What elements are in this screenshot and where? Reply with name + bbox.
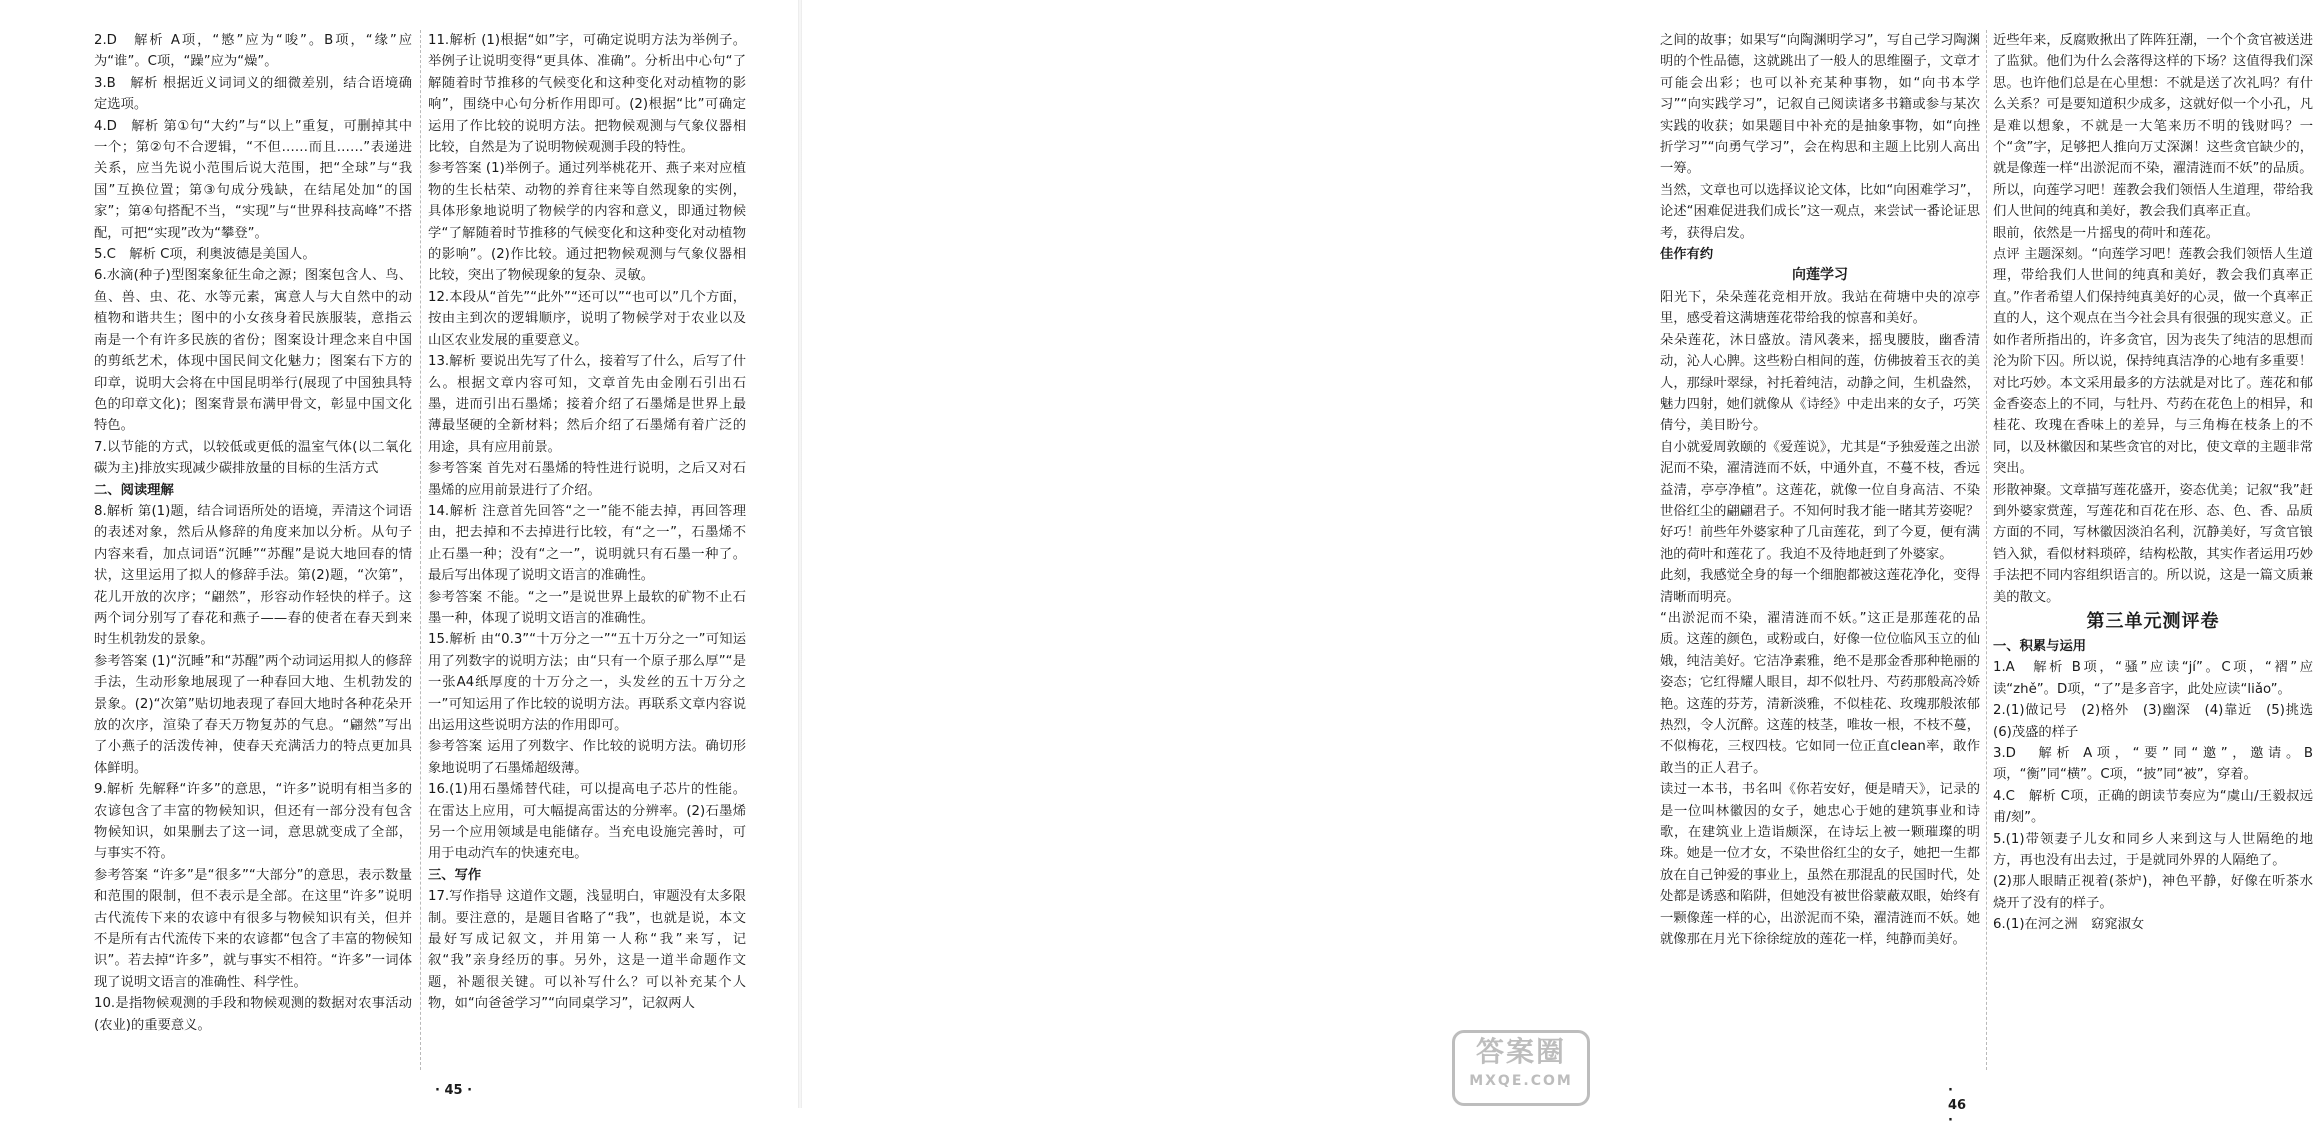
answer-item: 4.C 解析 C项，正确的朗读节奏应为“虞山/王毅叔远甫/刻”。 [1993, 788, 2313, 826]
answer-item: 5.C 解析 C项，利奥波德是美国人。 [94, 247, 316, 263]
answer-item: 4.D 解析 第①句“大约”与“以上”重复，可删掉其中一个；第②句不合逻辑，“不但……而且……”表递进关系，应当先说小范围后说大范围，把“全球”与“我国”互换位置；第③句成分残缺，在结尾处加“的国家”；第④句搭配不当，“实现”与“世界科技高峰”不搭配，可把“实现”改为“攀登”。 [94, 118, 412, 241]
answer-item: 参考答案 运用了列数字、作比较的说明方法。确切形象地说明了石墨烯超级薄。 [428, 739, 746, 776]
answer-item: 参考答案 (1)“沉睡”和“苏醒”两个动词运用拟人的修辞手法，生动形象地展现了一种春回大地、生机勃发的景象。(2)“次第”贴切地表现了春回大地时各种花朵开放的次序，渲染了春天万物复苏的气息。“翩然”写出了小燕子的活泼传神，使春天充满活力的特点更加具体鲜明。 [94, 653, 412, 776]
right-page-column-2 [1993, 30, 2313, 1075]
answer-item: 3.D 解析 A项，“要”同“邀”，邀请。B项，“衡”同“横”。C项，“披”同“被”，穿着。 [1993, 746, 2313, 783]
answer-item: 13.解析 要说出先写了什么，接着写了什么，后写了什么。根据文章内容可知，文章首先由金刚石引出石墨，进而引出石墨烯；接着介绍了石墨烯是世界上最薄最坚硬的全新材料；然后介绍了石墨烯有着广泛的用途，具有应用前景。 [428, 354, 746, 455]
essay-paragraph: 朵朵莲花，沐日盛放。清风袭来，摇曳腰肢，幽香清动，沁人心脾。这些粉白相间的莲，仿佛披着玉衣的美人，那绿叶翠绿，衬托着纯洁，动静之间，生机盎然，魅力四射，她们就像从《诗经》中走出来的女子，巧笑倩兮，美目盼兮。 [1660, 332, 1980, 434]
left-page [0, 0, 800, 1108]
essay-paragraph: 眼前，依然是一片摇曳的荷叶和莲花。 [1993, 225, 2220, 241]
page-number: · 45 · [435, 1083, 473, 1098]
answer-item: 9.解析 先解释“许多”的意思，“许多”说明有相当多的农谚包含了丰富的物候知识，但还有一部分没有包含物候知识，如果删去了这一词，意思就变成了全部，与事实不符。 [94, 782, 412, 862]
essay-paragraph: 自小就爱周敦颐的《爱莲说》，尤其是“予独爱莲之出淤泥而不染，濯清涟而不妖，中通外直，不蔓不枝，香远益清，亭亭净植”。这莲花，就像一位自身高洁、不染世俗红尘的翩翩君子。不知何时我才能一睹其芳姿呢？ [1660, 439, 1980, 519]
page-number: · 46 · [1948, 1083, 1967, 1128]
left-page-column-1 [94, 30, 412, 1075]
commentary: 对比巧妙。本文采用最多的方法就是对比了。莲花和郁金香姿态上的不同，与牡丹、芍药在花色上的相异，和桂花、玫瑰在香味上的差异，与三角梅在枝条上的不同，以及林徽因和某些贪官的对比，使文章的主题非常突出。 [1993, 375, 2313, 477]
section-heading: 二、阅读理解 [94, 482, 174, 498]
answer-item: 12.本段从“首先”“此外”“还可以”“也可以”几个方面，按由主到次的逻辑顺序，说明了物候学对于农业以及山区农业发展的重要意义。 [428, 289, 746, 348]
right-page [800, 0, 2313, 1128]
answer-item: 10.是指物候观测的手段和物候观测的数据对农事活动(农业)的重要意义。 [94, 996, 412, 1033]
answer-item: 2.D 解析 A项，“慜”应为“唆”。B项，“缘”应为“谁”。C项，“躁”应为“燥”。 [94, 33, 412, 70]
essay-paragraph: 读过一本书，书名叫《你若安好，便是晴天》，记录的是一位叫林徽因的女子，她忠心于她的建筑事业和诗歌，在建筑业上造诣颇深，在诗坛上被一颗璀璨的明珠。她是一位才女，不染世俗红尘的女子，她把一生都放在自己钟爱的事业上，虽然在那混乱的民国时代，处处都是诱惑和陷阱，但她没有被世俗蒙蔽双眼，始终有一颗像莲一样的心，出淤泥而不染，濯清涟而不妖。她就像那在月光下徐徐绽放的莲花一样，纯静而美好。 [1660, 782, 1980, 948]
answer-item: 11.解析 (1)根据“如”字，可确定说明方法为举例子。举例子让说明变得“更具体、准确”。分析出中心句“了解随着时节推移的气候变化和这种变化对动植物的影响”，围绕中心句分析作用即可。(2)根据“比”可确定运用了作比较的说明方法。把物候观测与气象仪器相比较，自然是为了说明物候观测手段的特性。 [428, 33, 746, 156]
answer-item: 参考答案 “许多”是“很多”“大部分”的意思，表示数量和范围的限制，但不表示是全部。在这里“许多”说明古代流传下来的农谚中有很多与物候知识有关，但并不是所有古代流传下来的农谚都“包含了丰富的物候知识”。若去掉“许多”，就与事实不相符。“许多”一词体现了说明文语言的准确性、科学性。 [94, 867, 412, 990]
watermark-logo [1452, 1030, 1590, 1106]
essay-paragraph: 阳光下，朵朵莲花竞相开放。我站在荷塘中央的凉亭里，感受着这满塘莲花带给我的惊喜和美好。 [1660, 289, 1980, 327]
answer-item: 1.A 解析 B项，“骚”应读“jí”。C项，“褶”应读“zhě”。D项，“了”是多音字，此处应读“liǎo”。 [1993, 660, 2313, 697]
section-heading: 佳作有约 [1660, 247, 1714, 263]
watermark-text: 答案圈 [1475, 1035, 1566, 1068]
answer-item: 6.(1)在河之洲 窈窕淑女 [1993, 917, 2145, 933]
answer-item: 8.解析 第(1)题，结合词语所处的语境，弄清这个词语的表述对象，然后从修辞的角度来加以分析。从句子内容来看，加点词语“沉睡”“苏醒”是说大地回春的情状，这里运用了拟人的修辞手法。第(2)题，“次第”，花儿开放的次序；“翩然”，形容动作轻快的样子。这两个词分别写了春花和燕子——春的使者在春天到来时生机勃发的景象。 [94, 503, 412, 648]
answer-item: (2)那人眼睛正视着(茶炉)，神色平静，好像在听茶水烧开了没有的样子。 [1993, 874, 2313, 911]
commentary: 形散神聚。文章描写莲花盛开，姿态优美；记叙“我”赶到外婆家赏莲，写莲花和百花在形、态、色、香、品质方面的不同，写林徽因淡泊名利，沉静美好，写贪官锒铛入狱，看似材料琐碎，结构松散，其实作者运用巧妙手法把不同内容组织语言的。所以说，这是一篇文质兼美的散文。 [1993, 482, 2313, 605]
column-divider [1986, 30, 1987, 1070]
section-heading: 三、写作 [428, 867, 482, 883]
essay-paragraph: 近些年来，反腐败揪出了阵阵狂潮，一个个贪官被送进了监狱。他们为什么会落得这样的下场？这值得我们深思。也许他们总是在心里想：不就是送了次礼吗？有什么关系？可是要知道积少成多，这就好似一个小孔，凡是难以想象，不就是一大笔来历不明的钱财吗？一个“贪”字，足够把人推向万丈深渊！这些贪官缺少的，就是像莲一样“出淤泥而不染，濯清涟而不妖”的品质。 [1993, 33, 2313, 177]
essay-paragraph: 此刻，我感觉全身的每一个细胞都被这莲花净化，变得清晰而明亮。 [1660, 568, 1980, 605]
answer-item: 16.(1)用石墨烯替代硅，可以提高电子芯片的性能。在雷达上应用，可大幅提高雷达的分辨率。(2)石墨烯另一个应用领域是电能储存。当充电设施完善时，可用于电动汽车的快速充电。 [428, 782, 746, 862]
answer-item: 参考答案 不能。“之一”是说世界上最软的矿物不止石墨一种，体现了说明文语言的准确性。 [428, 589, 746, 626]
column-divider [420, 30, 421, 1070]
essay-title: 向莲学习 [1792, 267, 1848, 284]
answer-item: 6.水滴(种子)型图案象征生命之源；图案包含人、鸟、鱼、兽、虫、花、水等元素，寓意人与大自然中的动植物和谐共生；图中的小女孩身着民族服装，意指云南是一个有许多民族的省份；图案设计理念来自中国的剪纸艺术，体现中国民间文化魅力；图案右下方的印章，说明大会将在中国昆明举行(展现了中国独具特色的印章文化)；图案背景布满甲骨文，彰显中国文化特色。 [94, 268, 412, 434]
right-page-column-1 [1660, 30, 1980, 1075]
watermark-url: MXQE.COM [1469, 1073, 1573, 1089]
answer-item: 5.(1)带领妻子儿女和同乡人来到这与人世隔绝的地方，再也没有出去过，于是就同外界的人隔绝了。 [1993, 831, 2313, 869]
essay-paragraph: “出淤泥而不染，濯清涟而不妖。”这正是那莲花的品质。这莲的颜色，或粉或白，好像一位位临风玉立的仙娥，纯洁美好。它洁净素雅，绝不是那金香那种艳丽的姿态；它红得耀人眼目，却不似牡丹、芍药那般高冷娇艳。这莲的芬芳，清新淡雅，不似桂花、玫瑰那般浓郁热烈，令人沉醉。这莲的枝茎，唯妆一根，不枝不蔓，不似梅花，三杈四枝。它如同一位正直clean率，敢作敢当的正人君子。 [1660, 610, 1980, 776]
essay-paragraph: 所以，向莲学习吧！莲教会我们领悟人生道理，带给我们人世间的纯真和美好，教会我们真率正直。 [1993, 182, 2313, 220]
commentary: 点评 主题深刻。“向莲学习吧！莲教会我们领悟人生道理，带给我们人世间的纯真和美好，教会我们真率正直。”作者希望人们保持纯真美好的心灵，做一个真率正直的人，这个观点在当今社会具有很强的现实意义。正如作者所指出的，许多贪官，因为丧失了纯洁的思想而沦为阶下囚。所以说，保持纯真洁净的心地有多重要！ [1993, 247, 2313, 370]
answer-item: 2.(1)做记号 (2)格外 (3)幽深 (4)靠近 (5)挑选 (6)茂盛的样子 [1993, 703, 2313, 740]
answer-item: 参考答案 (1)举例子。通过列举桃花开、燕子来对应植物的生长枯荣、动物的养育往来等自然现象的实例，具体形象地说明了物候学的内容和意义，即通过物候学“了解随着时节推移的气候变化和这种变化对动植物的影响”。(2)作比较。通过把物候观测与气象仪器相比较，突出了物候现象的复杂、灵敏。 [428, 161, 746, 284]
answer-item: 3.B 解析 根据近义词词义的细微差别，结合语境确定选项。 [94, 75, 412, 113]
answer-item: 之间的故事；如果写“向陶渊明学习”，写自己学习陶渊明的个性品德，这就跳出了一般人的思维圈子，文章才可能会出彩；也可以补充某种事物，如“向书本学习”“向实践学习”，记叙自己阅读诸多书籍或参与某次实践的收获；如果题目中补充的是抽象事物，如“向挫折学习”“向勇气学习”，会在构思和主题上比别人高出一筹。 [1660, 33, 1980, 177]
answer-item: 15.解析 由“0.3”“十万分之一”“五十万分之一”可知运用了列数字的说明方法；由“只有一个原子那么厚”“是一张A4纸厚度的十万分之一，头发丝的五十万分之一”可知运用了作比较的说明方法。再联系文章内容说出运用这些说明方法的作用即可。 [428, 632, 746, 733]
essay-paragraph: 好巧！前些年外婆家种了几亩莲花，到了今夏，便有满池的荷叶和莲花了。我迫不及待地赶到了外婆家。 [1660, 525, 1980, 562]
answer-item: 参考答案 首先对石墨烯的特性进行说明，之后又对石墨烯的应用前景进行了介绍。 [428, 461, 746, 498]
section-heading: 一、积累与运用 [1993, 638, 2087, 654]
left-page-column-2 [428, 30, 746, 1075]
answer-item: 7.以节能的方式，以较低或更低的温室气体(以二氧化碳为主)排放实现减少碳排放量的目标的生活方式 [94, 439, 412, 477]
answer-item: 当然，文章也可以选择议论文体，比如“向困难学习”，论述“困难促进我们成长”这一观点，来尝试一番论证思考，获得启发。 [1660, 182, 1980, 241]
answer-item: 14.解析 注意首先回答“之一”能不能去掉，再回答理由，把去掉和不去掉进行比较，有“之一”，石墨烯不止石墨一种；没有“之一”，说明就只有石墨一种了。最后写出体现了说明文语言的准确性。 [428, 503, 746, 584]
answer-item: 17.写作指导 这道作文题，浅显明白，审题没有太多限制。要注意的，是题目省略了“我”，也就是说，本文最好写成记叙文，并用第一人称“我”来写，记叙“我”亲身经历的事。另外，这是一道半命题作文题，补题很关键。可以补写什么？可以补充某个人物，如“向爸爸学习”“向同桌学习”，记叙两人 [428, 889, 746, 1012]
unit-title: 第三单元测评卷 [2086, 610, 2220, 632]
